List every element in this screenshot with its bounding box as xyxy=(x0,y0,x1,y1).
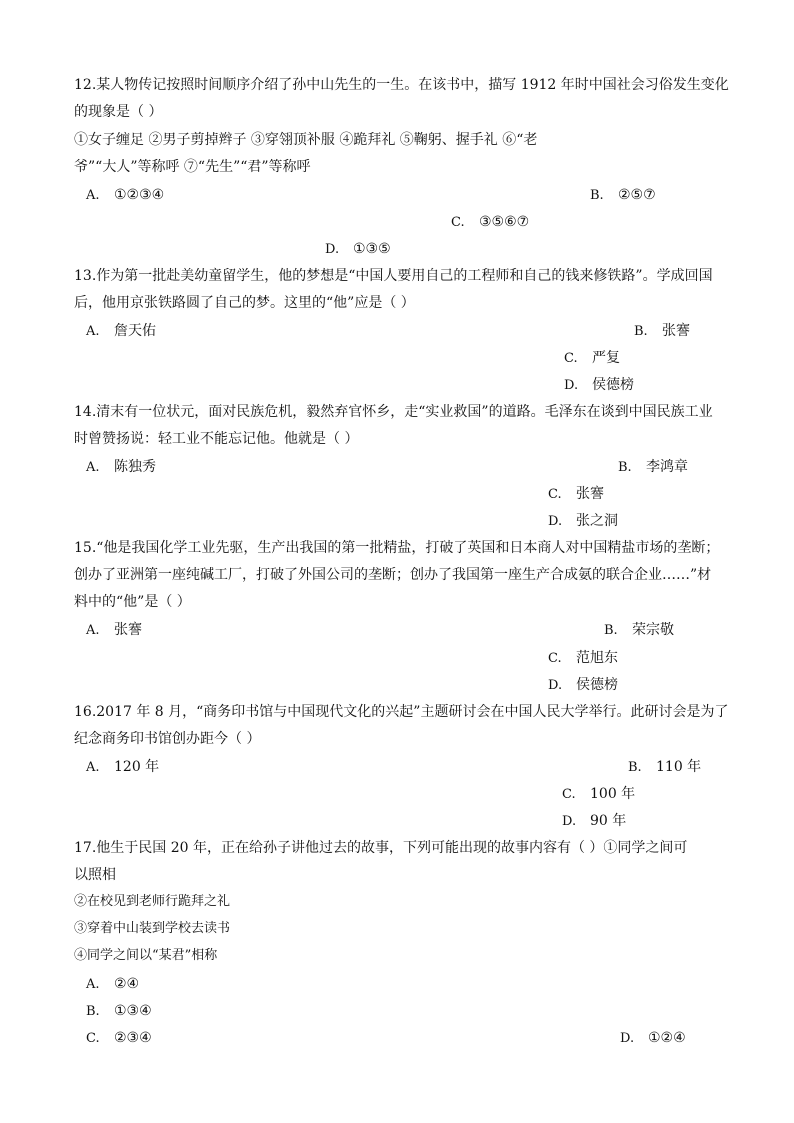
question-15-option-c[interactable] xyxy=(548,648,618,669)
option-letter: C. xyxy=(562,787,576,802)
option-letter: B. xyxy=(618,460,632,475)
question-12-line-4: 爷”“大人”等称呼 ⑦“先生”“君”等称呼 xyxy=(74,159,311,175)
option-letter: C. xyxy=(548,651,562,666)
option-text: 90 年 xyxy=(590,813,627,829)
question-15-line-3: 料中的“他”是（ ） xyxy=(74,594,191,610)
question-12-option-a[interactable] xyxy=(86,185,164,206)
option-letter: A. xyxy=(86,324,100,339)
question-17-option-b[interactable] xyxy=(86,1001,152,1022)
question-17-option-d[interactable] xyxy=(620,1028,686,1049)
option-text: 陈独秀 xyxy=(114,459,156,475)
option-text: ①③⑤ xyxy=(353,241,391,257)
option-text: 100 年 xyxy=(590,786,636,802)
question-12-line-3: ①女子缠足 ②男子剪掉辫子 ③穿翎顶补服 ④跪拜礼 ⑤鞠躬、握手礼 ⑥“老 xyxy=(74,132,538,148)
option-text: ①②③④ xyxy=(114,187,165,203)
option-letter: C. xyxy=(451,215,465,230)
question-14-option-b[interactable] xyxy=(618,457,688,478)
option-text: 荣宗敬 xyxy=(632,622,674,638)
question-12-option-c[interactable] xyxy=(451,212,529,233)
question-12-option-b[interactable] xyxy=(590,185,656,206)
question-14-option-a[interactable] xyxy=(86,457,156,478)
question-17-line-4: ③穿着中山装到学校去读书 xyxy=(74,921,231,936)
question-17-option-c[interactable] xyxy=(86,1028,152,1049)
option-letter: D. xyxy=(325,242,340,257)
option-letter: A. xyxy=(86,460,100,475)
option-letter: D. xyxy=(548,514,563,529)
question-13-line-1: 13.作为第一批赴美幼童留学生，他的梦想是“中国人要用自己的工程师和自己的钱来修铁路”。学成回国 xyxy=(74,268,713,284)
option-text: 严复 xyxy=(592,350,620,366)
question-13-line-2: 后，他用京张铁路圆了自己的梦。这里的“他”应是（ ） xyxy=(74,295,415,311)
question-15-line-1: 15.“他是我国化学工业先驱，生产出我国的第一批精盐，打破了英国和日本商人对中国精盐市场的垄断； xyxy=(74,540,720,556)
question-14-option-d[interactable] xyxy=(548,511,618,532)
option-letter: C. xyxy=(86,1031,100,1046)
question-13-option-c[interactable] xyxy=(564,348,620,369)
option-letter: D. xyxy=(620,1031,635,1046)
option-letter: A. xyxy=(86,623,100,638)
question-14-line-2: 时曾赞扬说：轻工业不能忘记他。他就是（ ） xyxy=(74,431,359,447)
option-letter: A. xyxy=(86,188,100,203)
option-letter: C. xyxy=(564,351,578,366)
option-letter: B. xyxy=(590,188,604,203)
option-text: 侯德榜 xyxy=(592,377,634,393)
option-letter: A. xyxy=(86,977,100,992)
question-15-option-a[interactable] xyxy=(86,620,142,641)
question-17-line-3: ②在校见到老师行跪拜之礼 xyxy=(74,894,231,909)
question-13-option-b[interactable] xyxy=(634,321,690,342)
question-16-line-2: 纪念商务印书馆创办距今（ ） xyxy=(74,731,261,747)
question-17-line-5: ④同学之间以“某君”相称 xyxy=(74,948,218,963)
option-text: 李鸿章 xyxy=(646,459,688,475)
question-14-line-1: 14.清末有一位状元，面对民族危机，毅然弃官怀乡，走“实业救国”的道路。毛泽东在谈到中国民族工业 xyxy=(74,404,713,420)
question-15-line-2: 创办了亚洲第一座纯碱工厂，打破了外国公司的垄断；创办了我国第一座生产合成氨的联合企业……”材 xyxy=(74,567,712,583)
option-text: ②③④ xyxy=(114,1030,152,1046)
option-text: 张之洞 xyxy=(576,513,618,529)
option-letter: D. xyxy=(548,678,563,693)
question-16-option-b[interactable] xyxy=(628,757,701,778)
question-15-option-b[interactable] xyxy=(604,620,674,641)
option-text: ②④ xyxy=(114,976,140,992)
option-text: ②⑤⑦ xyxy=(618,187,656,203)
option-text: 110 年 xyxy=(656,759,702,775)
question-13-option-a[interactable] xyxy=(86,321,156,342)
question-16-line-1: 16.2017 年 8 月，“商务印书馆与中国现代文化的兴起”主题研讨会在中国人民大学举行。此研讨会是为了 xyxy=(74,704,729,720)
question-12-line-1: 12.某人物传记按照时间顺序介绍了孙中山先生的一生。在该书中，描写 1912 年时中国社会习俗发生变化 xyxy=(74,77,729,93)
question-13-option-d[interactable] xyxy=(564,375,634,396)
question-17-line-1: 17.他生于民国 20 年，正在给孙子讲他过去的故事，下列可能出现的故事内容有（ ）①同学之间可 xyxy=(74,840,688,856)
question-14-option-c[interactable] xyxy=(548,484,604,505)
option-text: 张謇 xyxy=(662,323,690,339)
question-17-option-a[interactable] xyxy=(86,974,139,995)
option-letter: B. xyxy=(634,324,648,339)
option-letter: D. xyxy=(562,814,577,829)
question-17-line-2: 以照相 xyxy=(74,867,116,883)
question-12-option-d[interactable] xyxy=(325,239,391,260)
option-text: 张謇 xyxy=(576,486,604,502)
option-letter: B. xyxy=(628,760,642,775)
option-text: 詹天佑 xyxy=(114,323,156,339)
question-16-option-c[interactable] xyxy=(562,784,635,805)
option-letter: C. xyxy=(548,487,562,502)
option-text: ③⑤⑥⑦ xyxy=(479,214,530,230)
option-letter: B. xyxy=(604,623,618,638)
question-15-option-d[interactable] xyxy=(548,675,618,696)
option-text: ①③④ xyxy=(114,1003,152,1019)
question-16-option-a[interactable] xyxy=(86,757,159,778)
option-text: 侯德榜 xyxy=(576,677,618,693)
question-16-option-d[interactable] xyxy=(562,811,626,832)
option-letter: A. xyxy=(86,760,100,775)
option-text: 张謇 xyxy=(114,622,142,638)
option-letter: D. xyxy=(564,378,579,393)
question-12-line-2: 的现象是（ ） xyxy=(74,104,163,120)
option-text: 120 年 xyxy=(114,759,160,775)
option-letter: B. xyxy=(86,1004,100,1019)
option-text: ①②④ xyxy=(648,1030,686,1046)
option-text: 范旭东 xyxy=(576,650,618,666)
